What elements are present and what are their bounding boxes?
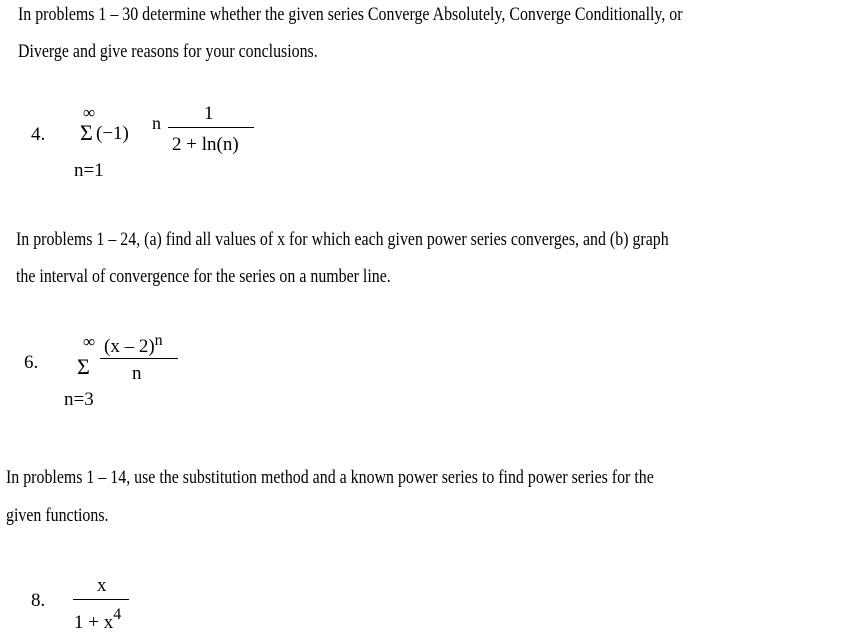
problem-4-upper-limit: ∞ bbox=[83, 103, 96, 122]
section2-instruction-line2: the interval of convergence for the series on a number line. bbox=[16, 267, 391, 287]
problem-6-numerator bbox=[104, 333, 163, 356]
problem-8-denominator bbox=[74, 607, 121, 632]
problem-4-fraction-bar bbox=[168, 127, 254, 128]
problem-6-sigma: Σ bbox=[77, 354, 90, 379]
section3-instruction-line2: given functions. bbox=[6, 506, 109, 526]
problem-4-exponent: n bbox=[152, 113, 161, 133]
problem-8-denominator-base: 1 + x bbox=[74, 612, 114, 633]
problem-4-lower-limit: n=1 bbox=[74, 160, 104, 181]
problem-4-sigma: Σ bbox=[80, 120, 93, 145]
problem-8-numerator: x bbox=[97, 575, 107, 596]
problem-8-number: 8. bbox=[31, 590, 46, 611]
section1-instruction-line1: In problems 1 – 30 determine whether the given series Converge Absolutely, Converge Conditionally, or bbox=[18, 5, 683, 25]
problem-4-numerator: 1 bbox=[204, 103, 214, 124]
problem-8-denominator-exponent: 4 bbox=[113, 606, 122, 623]
problem-6-numerator-base: (x – 2) bbox=[104, 336, 155, 357]
problem-6-numerator-exponent: n bbox=[154, 332, 163, 349]
problem-6-lower-limit: n=3 bbox=[64, 389, 94, 410]
problem-6-upper-limit: ∞ bbox=[83, 332, 96, 351]
problem-6-denominator: n bbox=[132, 363, 142, 384]
section1-instruction-line2: Diverge and give reasons for your conclusions. bbox=[18, 42, 318, 62]
problem-6-fraction-bar bbox=[100, 358, 178, 359]
problem-4-denominator: 2 + ln(n) bbox=[172, 134, 239, 155]
problem-8-fraction-bar bbox=[73, 599, 129, 600]
problem-4-factor: (−1) bbox=[96, 123, 129, 144]
section3-instruction-line1: In problems 1 – 14, use the substitution method and a known power series to find power series for the bbox=[6, 468, 654, 488]
section2-instruction-line1: In problems 1 – 24, (a) find all values of x for which each given power series converges, and (b) graph bbox=[16, 230, 669, 250]
problem-4-number: 4. bbox=[31, 124, 46, 145]
problem-6-number: 6. bbox=[24, 352, 39, 373]
